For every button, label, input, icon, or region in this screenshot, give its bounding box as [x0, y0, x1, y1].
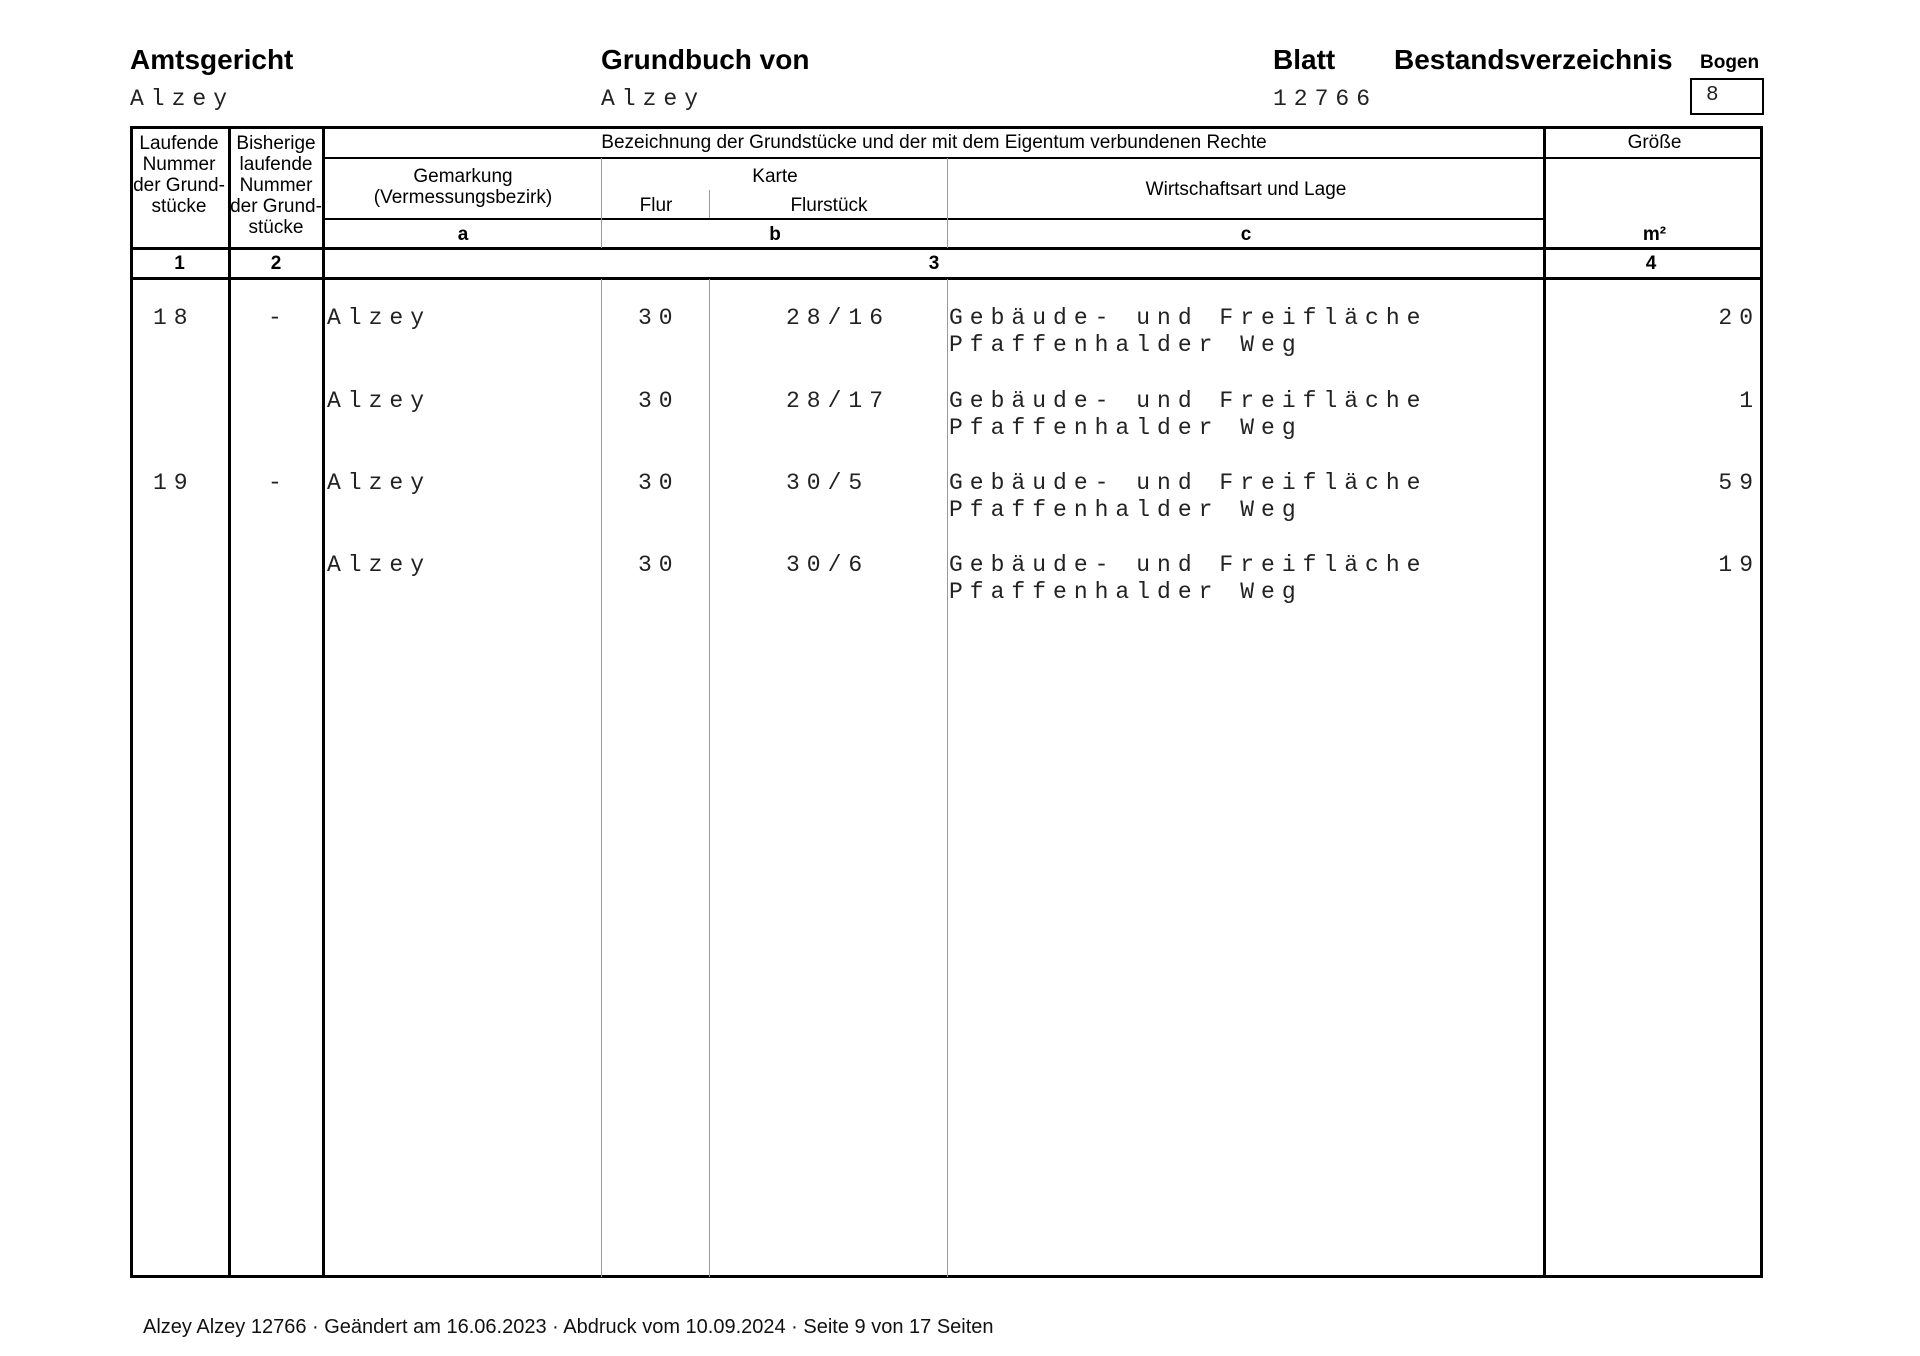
- row-flurstueck: 30/6: [786, 552, 870, 578]
- row-groesse: 1: [1739, 388, 1760, 414]
- row-wirtschaftsart: Gebäude- und Freifläche: [949, 552, 1428, 578]
- header-rule: [323, 157, 1763, 159]
- page-footer: Alzey Alzey 12766 · Geändert am 16.06.2023 · Abdruck vom 10.09.2024 · Seite 9 von 17 Seiten: [143, 1316, 994, 1338]
- row-groesse: 20: [1718, 305, 1760, 331]
- column-rule: [601, 158, 602, 248]
- row-gemarkung: Alzey: [327, 305, 432, 331]
- row-lfd-nr: 19: [153, 470, 195, 496]
- row-wirtschaftsart: Gebäude- und Freifläche: [949, 305, 1428, 331]
- amtsgericht-label: Amtsgericht: [130, 44, 294, 75]
- row-flurstueck: 28/16: [786, 305, 891, 331]
- bogen-label: Bogen: [1700, 52, 1760, 73]
- amtsgericht-value: Alzey: [130, 86, 235, 112]
- column-rule: [947, 279, 948, 1277]
- column-rule: [228, 126, 231, 1278]
- grundbuch-value: Alzey: [601, 86, 706, 112]
- sub-header-b: b: [769, 224, 781, 245]
- blatt-label: Blatt: [1273, 44, 1336, 75]
- col-number-3: 3: [928, 253, 940, 274]
- column-rule: [1543, 126, 1546, 1278]
- col-header-bezeichnung: Bezeichnung der Grundstücke und der mit dem Eigentum verbundenen Rechte: [601, 132, 1267, 153]
- col-number-4: 4: [1645, 253, 1657, 274]
- col-header-karte: Karte: [752, 166, 798, 187]
- bogen-box: [1690, 78, 1764, 115]
- col-header-flurstueck: Flurstück: [790, 195, 868, 216]
- row-flurstueck: 28/17: [786, 388, 891, 414]
- sub-header-a: a: [457, 224, 469, 245]
- blatt-value: 12766: [1273, 86, 1378, 112]
- col-header-groesse: Größe: [1627, 132, 1682, 153]
- column-rule: [709, 279, 710, 1277]
- col-header-wirtschaftsart: Wirtschaftsart und Lage: [1145, 179, 1347, 200]
- row-lfd-nr: 18: [153, 305, 195, 331]
- col-header-bisherige-nummer: Bisherige laufende Nummer der Grund-stücke: [230, 133, 322, 238]
- row-lage: Pfaffenhalder Weg: [949, 497, 1303, 523]
- column-rule: [947, 158, 948, 248]
- row-bisherige-nr: -: [268, 305, 289, 331]
- unit-m2: m²: [1642, 224, 1667, 245]
- row-gemarkung: Alzey: [327, 388, 432, 414]
- sub-header-c: c: [1240, 224, 1252, 245]
- row-flur: 30: [638, 388, 680, 414]
- row-flur: 30: [638, 470, 680, 496]
- header-rule: [323, 218, 1545, 220]
- col-header-laufende-nummer: Laufende Nummer der Grund-stücke: [133, 133, 225, 217]
- row-lage: Pfaffenhalder Weg: [949, 415, 1303, 441]
- row-lage: Pfaffenhalder Weg: [949, 579, 1303, 605]
- bogen-value: 8: [1706, 84, 1726, 107]
- row-groesse: 19: [1718, 552, 1760, 578]
- col-header-flur: Flur: [639, 195, 673, 216]
- row-groesse: 59: [1718, 470, 1760, 496]
- col-number-1: 1: [174, 253, 185, 274]
- row-wirtschaftsart: Gebäude- und Freifläche: [949, 388, 1428, 414]
- row-gemarkung: Alzey: [327, 470, 432, 496]
- column-rule: [322, 126, 325, 1278]
- row-wirtschaftsart: Gebäude- und Freifläche: [949, 470, 1428, 496]
- row-flurstueck: 30/5: [786, 470, 870, 496]
- column-rule: [601, 279, 602, 1277]
- row-gemarkung: Alzey: [327, 552, 432, 578]
- row-lage: Pfaffenhalder Weg: [949, 332, 1303, 358]
- row-flur: 30: [638, 552, 680, 578]
- column-rule: [709, 190, 710, 218]
- section-title: Bestandsverzeichnis: [1394, 44, 1673, 75]
- row-flur: 30: [638, 305, 680, 331]
- col-number-2: 2: [270, 253, 282, 274]
- row-bisherige-nr: -: [268, 470, 289, 496]
- grundbuch-label: Grundbuch von: [601, 44, 810, 75]
- col-header-gemarkung: Gemarkung (Vermessungsbezirk): [373, 166, 553, 208]
